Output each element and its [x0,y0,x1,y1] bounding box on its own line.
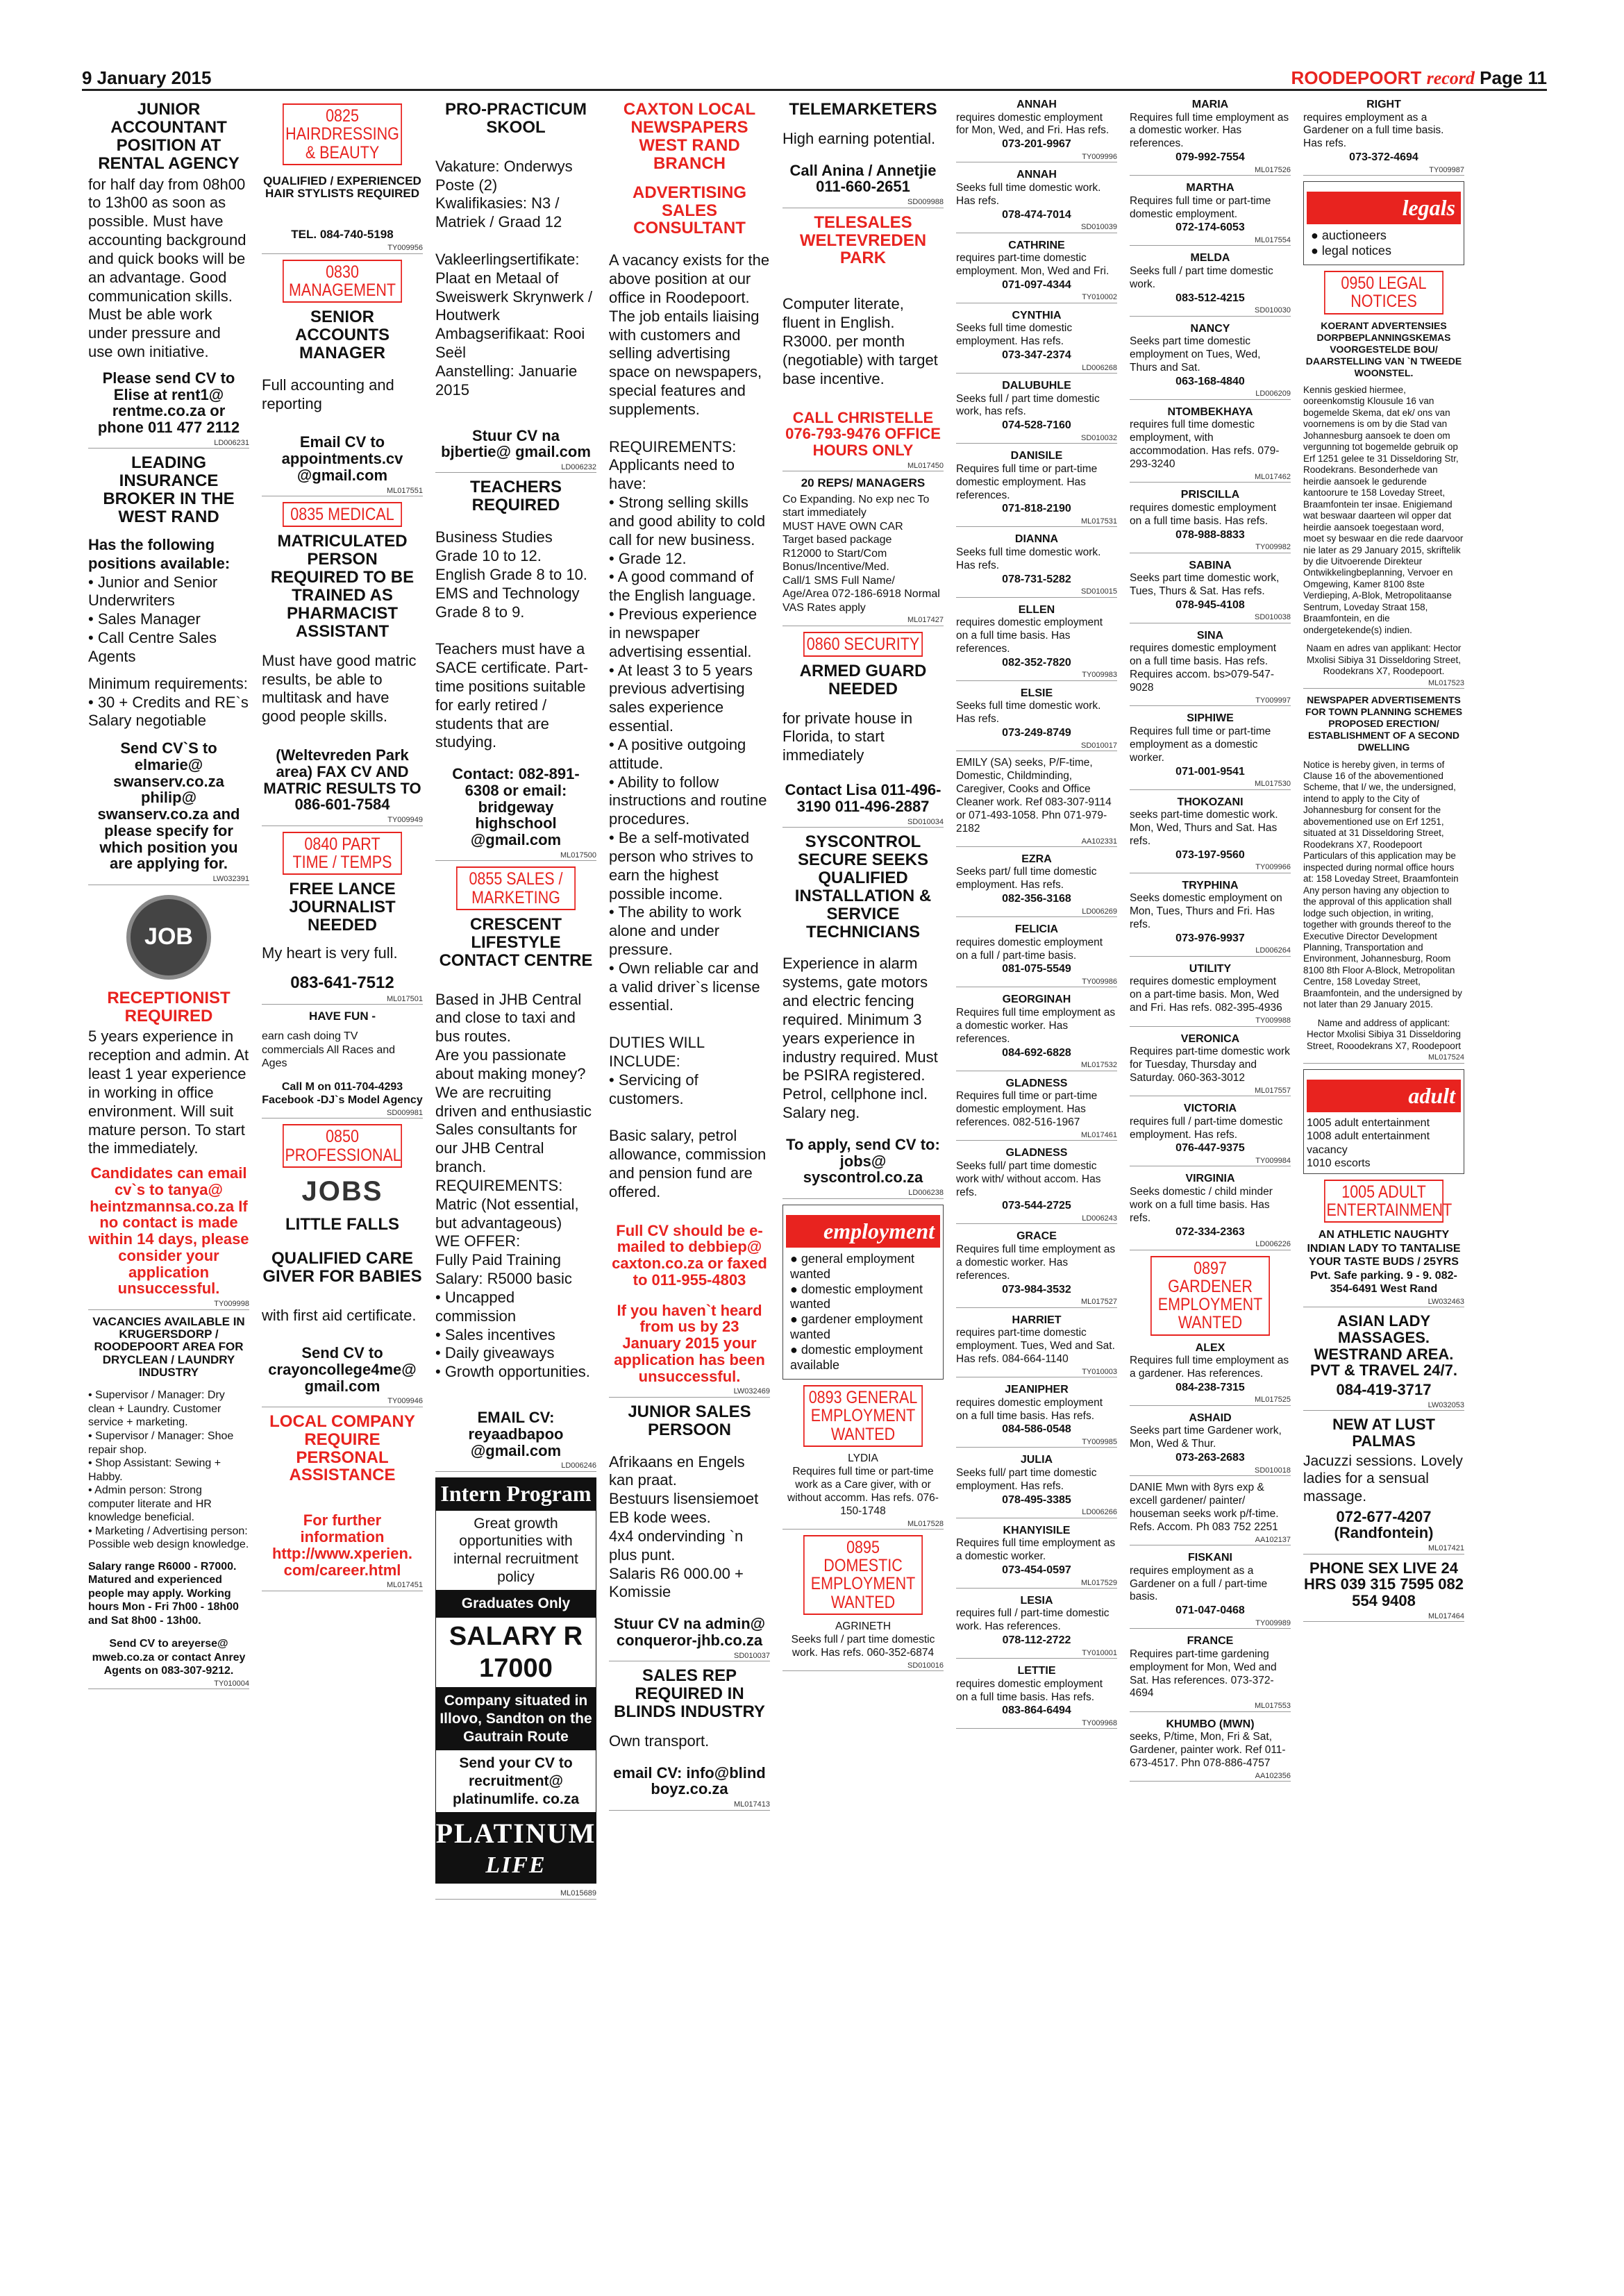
classified-entry [1130,1411,1291,1476]
classified-entry [956,239,1117,303]
entry-name: KHANYISILE [1003,1524,1071,1536]
page-header [82,64,1547,91]
classified-entry [956,757,1117,847]
entry-text: requires full / part-time domestic employment. Has refs. [1130,1115,1283,1141]
classified-entry [1130,1172,1291,1250]
entry-phone: 084-692-6828 [1002,1046,1071,1059]
ad-intern-program: Intern Program Great growth opportunities with internal recruitment policy Graduates Only SALARY R 17000 Company situated in Illovo, Sandton on the Gautrain Route Send your CV to recruitment@ platinumlife. co.za PLATINUM LIFE [435,1477,596,1884]
entry-code: TY009996 [956,153,1117,162]
classified-entry [1130,1341,1291,1406]
classified-entry [1130,879,1291,957]
entry-name: NANCY [1190,322,1230,335]
ad-telemarketers: TELEMARKETERS High earning potential. Call Anina / Annetjie 011-660-2651 SD009988 [782,101,944,208]
entry-name: KHUMBO (MWN) [1166,1718,1255,1730]
entry-code: LD006268 [956,364,1117,374]
entry-phone: 071-818-2190 [1002,503,1071,515]
entry-code: ML017527 [956,1298,1117,1307]
entry-text: Seeks part time Gardener work, Mon, Wed & Thur. [1130,1425,1282,1450]
entry-name: TRYPHINA [1182,879,1239,891]
ad-armed-guard: ARMED GUARD NEEDED for private house in Florida, to start immediately Contact Lisa 011-496-3190 011-496-2887 SD010034 [782,662,944,828]
legal-notice-1-body: Kennis geskied hiermee, ooreenkomstig Klousule 16 van bogemelde Skema, dat ek/ ons van voornemens is om by die Stad van Johannesburg aansoek te doen om vergunning tot bogemelde gebruik op Erf 1251 gelee te 31 Disseldoring Str, Roodekrans. Besonderhede van heirdie aansoek le gedurende kantoorure te 158 Loveday Street, Braamfontein ter insae. Enigiemand wat beswaar daarteen wil opper dat heirdie aansoek toegestaan word, moet sy beswaar en die rede daarvoor nie later as 29 January 2015, skriftelik by die Uitvoerende Direkteur Ontwikkelingbeplanning, Vervoer en Omgewing, Kamer 8100 8ste Verdieping, A-Blok, Metropolitaanse Sentrum, Loveday Straat 158, Braamfontein, en die ondergetekende(s) indien. [1303,384,1464,635]
entry-code: ML017532 [956,1061,1117,1071]
section-0950: 0950 LEGAL NOTICES [1324,271,1443,315]
entry-name: HARRIET [1012,1314,1062,1326]
entry-text: requires domestic employment on a full time basis. Has refs. [956,1677,1103,1703]
classified-entry [956,533,1117,597]
employment-index-item: ● domestic employment available [790,1343,940,1373]
entry-text: Requires full time or part-time domestic employment. Has references. 082-516-1967 [956,1090,1098,1128]
entry-text: requires part-time domestic employment. Tues, Wed and Sat. Has refs. 084-664-1140 [956,1327,1115,1365]
section-0840: 0840 PART TIME / TEMPS [283,832,402,875]
header-masthead: ROODEPOORT record Page 11 [1291,67,1547,88]
entry-name: UTILITY [1189,962,1232,975]
entry-phone: 071-001-9541 [1175,765,1245,778]
ad-junior-accountant: JUNIOR ACCOUNTANT POSITION AT RENTAL AGENCY for half day from 08h00 to 13h00 as soon as possible. Must have accounting background and quick books will be an advantage. Good communication skills. Must be able work under pressure and use own initiative. Please send CV to Elise at rent1@ rentme.co.za or phone 011 477 2112 LD006231 [88,101,249,449]
section-1005: 1005 ADULT ENTERTAINMENT [1324,1180,1443,1223]
entry-lydia: LYDIA Requires full time or part-time work as a Care giver, with or without accomm. Has refs. 076-150-1748 [787,1452,939,1517]
entry-text: Requires part-time domestic work for Tuesday, Thursday and Saturday. 060-363-3012 [1130,1046,1290,1084]
entry-text: requires full / part-time domestic work. Has references. [956,1607,1110,1633]
entry-text: Requires full time or part-time employment as a domestic worker. [1130,725,1271,764]
entry-name: ANNAH [1016,99,1057,110]
entry-name: JEANIPHER [1005,1384,1069,1396]
column-7-gardener-entries [1130,1341,1291,1782]
adult-index: adult 1005 adult entertainment 1008 adult entertainment vacancy 1010 escorts [1303,1069,1464,1174]
legal-notice-2-applicant: Name and address of applicant: Hector Mxolisi Sibiya 31 Disseldoring Street, Rooodekrans X7, Roodepoort [1306,1017,1462,1051]
entry-code: LD006269 [956,907,1117,917]
entry-text: Seeks full / part time domestic work, has refs. [956,392,1100,418]
entry-phone: 073-263-2683 [1175,1452,1245,1464]
entry-name: PRISCILLA [1180,489,1240,501]
newspaper-page [82,64,1547,2230]
entry-phone: 073-976-9937 [1175,932,1245,944]
entry-phone: 073-347-2374 [1002,349,1071,362]
entry-code: TY009986 [956,978,1117,987]
entry-phone: 071-097-4344 [1002,278,1071,291]
entry-phone: 078-731-5282 [1002,573,1071,585]
entry-name: GLADNESS [1005,1077,1068,1089]
ad-telesales: TELESALES WELTEVREDEN PARK Computer literate, fluent in English. R3000. per month (negotiable) with target base incentive. CALL CHRISTELLE 076-793-9476 OFFICE HOURS ONLY ML017450 [782,214,944,472]
entry-text: Requires full time employment as a domestic worker. Has references. [956,1006,1116,1045]
column-5: TELEMARKETERS High earning potential. Call Anina / Annetjie 011-660-2651 SD009988 TELESALES WELTEVREDEN PARK Computer literate, fluent in English. R3000. per month (negotiable) with target base incentive. CALL CHRISTELLE 076-793-9476 OFFICE HOURS ONLY ML017450 20 REPS/ MANAGERS Co Expanding. No exp nec To start immediately MUST HAVE OWN CAR Target based package R12000 to Start/Com Bonus/Incentive/Med. Call/1 SMS Full Name/ Age/Area 072-186-6918 Normal VAS Rates apply ML017427 0860 SECURITY ARMED GUARD NEEDED for private house in Florida, to start immediately Contact Lisa 011-496-3190 011-496-2887 SD010034 SYSCONTROL SECURE SEEKS QUALIFIED INSTALLATION & SERVICE TECHNICIANS Experience in alarm systems, gate motors and electric fencing required. Minimum 3 years experience in industry required. Must be PSIRA registered. Petrol, cellphone incl. Salary neg. To apply, send CV to: jobs@ syscontrol.co.za LD006238 employment ● general employment wanted ● domestic employment wanted ● gardener employment wanted ● domestic employment available 0893 GENERAL EMPLOYMENT WANTED LYDIA Requires full time or part-time work as a Care giver, with or without accomm. Has refs. 076-150-1748 ML017528 0895 DOMESTIC EMPLOYMENT WANTED AGRINETH Seeks full / part time domestic work. Has refs. 060-352-6874 SD010016 [776,98,950,2229]
entry-phone: 078-988-8833 [1175,528,1245,541]
entry-code: SD010039 [956,223,1117,233]
entry-code: SD010017 [956,741,1117,751]
entry-text: Seeks full time domestic employment. Has refs. [956,322,1073,348]
entry-code: SD010032 [956,434,1117,444]
entry-text: Requires full time employment as a domestic worker. [956,1537,1116,1563]
entry-code: LD006243 [956,1214,1117,1224]
classified-entry [1130,405,1291,483]
classified-entry [956,1077,1117,1141]
classified-entry [956,1594,1117,1659]
entry-code: TY010001 [956,1649,1117,1659]
entry-code: ML017529 [956,1579,1117,1589]
classified-entry [1130,322,1291,400]
entry-name: SABINA [1189,559,1232,571]
entry-name: DANISILE [1010,450,1063,462]
entry-text: requires domestic employment on a full time basis. Has refs. [956,1396,1103,1422]
classified-entry [956,603,1117,681]
classifieds-columns [82,98,1547,2229]
entry-text: Seeks full/ part time domestic employment. Has refs. [956,1466,1097,1492]
classified-entry [1130,488,1291,553]
classified-entry [956,168,1117,233]
entry-name: ASHAID [1189,1411,1232,1424]
entry-name: CATHRINE [1008,239,1065,251]
column-7 [1123,98,1297,2229]
ad-journalist: FREE LANCE JOURNALIST NEEDED My heart is very full. 083-641-7512 ML017501 [262,880,423,1005]
classified-entry [1130,98,1291,176]
classified-entry [956,687,1117,751]
section-0830: 0830 MANAGEMENT [283,260,402,303]
entry-phone: 072-334-2363 [1175,1225,1245,1238]
entry-name: NTOMBEKHAYA [1167,405,1253,418]
entry-text: requires domestic employment on a full / part-time basis. [956,936,1103,962]
ad-dryclean-vacancies: VACANCIES AVAILABLE IN KRUGERSDORP / ROODEPOORT AREA FOR DRYCLEAN / LAUNDRY INDUSTRY • Supervisor / Manager: Dry clean + Laundry. Customer service + marketing. • Supervisor / Manager: Shoe repair shop. • Shop Assistant: Sewing + Habby. • Admin person: Strong computer literate and HR knowledge beneficial. • Marketing / Advertising person: Possible web design knowledge. Salary range R6000 - R7000. Matured and experienced people may apply. Working hours Mon - Fri 7h00 - 18h00 and Sat 8h00 - 13h00. Send CV to areyerse@ mweb.co.za or contact Anrey Agents on 083-307-9212. TY010004 [88,1316,249,1690]
entry-text: Requires full time employment as a domestic worker. Has references. [1130,111,1289,150]
entry-code: TY009966 [1130,863,1291,873]
entry-name: GRACE [1016,1230,1057,1243]
ad-insurance-broker: LEADING INSURANCE BROKER IN THE WEST RAND Has the following positions available: • Junior and Senior Underwriters • Sales Manager • Call Centre Sales Agents Minimum requirements: • 30 + Credits and RE`s Salary negotiable Send CV`S to elmarie@ swanserv.co.za philip@ swanserv.co.za and please specify for which position you are applying for. LW032391 [88,454,249,885]
entry-phone: 083-512-4215 [1175,292,1245,304]
classified-entry [956,1314,1117,1378]
entry-right: RIGHT requires employment as a Gardener on a full time basis. Has refs. 073-372-4694 TY009987 [1303,98,1464,176]
classified-entry [956,923,1117,987]
entry-code: ML017461 [956,1131,1117,1141]
entry-code: ML017462 [1130,473,1291,483]
entry-name: MELDA [1190,252,1230,265]
section-0855: 0855 SALES / MARKETING [456,866,576,910]
entry-name: GEORGINAH [1002,994,1071,1006]
ad-sales-rep: SALES REP REQUIRED IN BLINDS INDUSTRY Own transport. email CV: info@blind boyz.co.za ML017413 [609,1667,770,1810]
section-0893: 0893 GENERAL EMPLOYMENT WANTED [803,1385,923,1447]
entry-text: Requires full time or part-time domestic employment. Has references. [956,462,1098,501]
entry-name: SINA [1196,629,1224,642]
jobs-image: JOBS [301,1175,383,1207]
entry-phone: 083-864-6494 [1002,1704,1071,1717]
entry-name: VICTORIA [1183,1103,1237,1115]
entry-phone: 084-586-0548 [1002,1423,1071,1436]
ad-receptionist: RECEPTIONIST REQUIRED 5 years experience in reception and admin. At least 1 year experience in working in office environment. Will suit mature person. To start the immediately. Candidates can email cv`s to tanya@ heintzmannsa.co.za If no contact is made within 14 days, please consider your application unsuccessful. TY009998 [88,989,249,1310]
ad-caxton: CAXTON LOCAL NEWSPAPERS WEST RAND BRANCH ADVERTISING SALES CONSULTANT A vacancy exists for the above position at our office in Roodepoort. The job entails liaising with customers and selling advertising space on newspapers, special features and supplements. REQUIREMENTS: Applicants need to have: • Strong selling skills and good ability to cold call for new business. • Grade 12. • A good command of the English language. • Previous experience in newspaper advertising essential. • At least 3 to 5 years previous advertising sales experience essential. • A positive outgoing attitude. • Ability to follow instructions and routine procedures. • Be a self-motivated person who strives to earn the highest possible income. • The ability to work alone and under pressure. • Own reliable car and a valid driver`s license essential. DUTIES WILL INCLUDE: • Servicing of customers. Basic salary, petrol allowance, commission and pension fund are offered. Full CV should be e-mailed to debbiep@ caxton.co.za or faxed to 011-955-4803 If you haven`t heard from us by 23 January 2015 your application has been unsuccessful. LW032469 [609,101,770,1398]
section-0850: 0850 PROFESSIONAL [283,1124,402,1168]
classified-entry [1130,559,1291,623]
entry-code: TY009997 [1130,696,1291,706]
entry-name: JULIA [1020,1454,1053,1466]
classified-entry [956,98,1117,162]
header-date: 9 January 2015 [82,67,212,88]
entry-code: ML017557 [1130,1087,1291,1096]
column-7-entries [1130,98,1291,1250]
entry-phone: 081-075-5549 [1002,963,1071,975]
ad-crescent-lifestyle: CRESCENT LIFESTYLE CONTACT CENTRE Based in JHB Central and close to taxi and bus routes. Are you passionate about making money? We are recruiting driven and enthusiastic Sales consultants for our JHB Central branch. REQUIREMENTS: Matric (Not essential, but advantageous) WE OFFER: Fully Paid Training Salary: R5000 basic • Uncapped commission • Sales incentives • Daily giveaways • Growth opportunities. EMAIL CV: reyaadbapoo @gmail.com LD006246 [435,916,596,1472]
ad-junior-sales: JUNIOR SALES PERSOON Afrikaans en Engels kan praat. Bestuurs lisensiemoet EB kode wees. 4x4 ondervinding `n plus punt. Salaris R6 000.00 + Komissie Stuur CV na admin@ conqueror-jhb.co.za SD010037 [609,1403,770,1661]
classified-entry [956,1453,1117,1518]
entry-text: Seeks domestic / child minder work on a full time basis. Has refs. [1130,1185,1273,1224]
column-3: PRO-PRACTICUM SKOOL Vakature: Onderwys Poste (2) Kwalifikasies: N3 / Matriek / Graad 12 Vakleerlingsertifikate: Plaat en Metaal of Sweiswerk Skrynwerk / Houtwerk Ambagserifikaat: Rooi Seël Aanstelling: Januarie 2015 Stuur CV na bjbertie@ gmail.com LD006232 TEACHERS REQUIRED Business Studies Grade 10 to 12. English Grade 8 to 10. EMS and Technology Grade 8 to 9. Teachers must have a SACE certificate. Part-time positions suitable for early retired / students that are studying. Contact: 082-891-6308 or email: bridgeway highschool @gmail.com ML017500 0855 SALES / MARKETING CRESCENT LIFESTYLE CONTACT CENTRE Based in JHB Central and close to taxi and bus routes. Are you passionate about making money? We are recruiting driven and enthusiastic Sales consultants for our JHB Central branch. REQUIREMENTS: Matric (Not essential, but advantageous) WE OFFER: Fully Paid Training Salary: R5000 basic • Uncapped commission • Sales incentives • Daily giveaways • Growth opportunities. EMAIL CV: reyaadbapoo @gmail.com LD006246 Intern Program Great growth opportunities with internal recruitment policy Graduates Only SALARY R 17000 Company situated in Illovo, Sandton on the Gautrain Route Send your CV to recruitment@ platinumlife. co.za PLATINUM LIFE ML015689 [429,98,603,2229]
entry-phone: 071-047-0468 [1175,1604,1245,1617]
classified-entry [956,1230,1117,1307]
entry-phone: 073-249-8749 [1002,727,1071,739]
entry-name: EZRA [1021,853,1052,865]
ad-phone-sex: PHONE SEX LIVE 24 HRS 039 315 7595 082 554 9408 [1304,1559,1464,1610]
entry-name: THOKOZANI [1177,796,1244,808]
entry-text: requires domestic employment on a full time basis. Has refs. Requires accom. bs>079-547-9028 [1130,642,1277,694]
entry-code: ML017531 [956,517,1117,527]
entry-code: LD006209 [1130,389,1291,399]
entry-text: Requires part-time gardening employment for Mon, Wed and Sat. Has references. 073-372-4694 [1130,1648,1277,1700]
entry-code: TY009983 [956,671,1117,680]
entry-code: SD010030 [1130,306,1291,316]
entry-code: TY010002 [956,293,1117,303]
classified-entry [1130,251,1291,316]
entry-text: Requires full time or part-time domestic employment. [1130,194,1271,220]
entry-text: Seeks full/ part time domestic work with/ without accom. Has refs. [956,1159,1101,1198]
entry-text: requires employment as a Gardener on a full / part-time basis. [1130,1564,1268,1603]
entry-code: LD006226 [1130,1240,1291,1250]
entry-phone: 078-945-4108 [1175,598,1245,611]
entry-name: FRANCE [1187,1635,1234,1648]
entry-text: EMILY (SA) seeks, P/F-time, Domestic, Childminding, Caregiver, Cooks and Office Cleaner work. Ref 083-307-9114 or 071-493-1058. Phn 071-979-2182 [956,757,1112,835]
entry-text: requires full time domestic employment, with accommodation. Has refs. 079-293-3240 [1130,419,1280,471]
legal-notice-1-title: KOERANT ADVERTENSIES DORPBEPLANNINGSKEMAS VOORGESTELDE BOU/ DAARSTELLING VAN `N TWEEDE WOONSTEL. [1305,319,1462,378]
entry-text: requires domestic employment on a part-time basis. Mon, Wed and Fri. Has refs. 082-395-4936 [1130,975,1282,1014]
entry-code: ML017526 [1130,166,1291,176]
classified-entry [956,449,1117,527]
ad-reps-managers: 20 REPS/ MANAGERS Co Expanding. No exp nec To start immediately MUST HAVE OWN CAR Target based package R12000 to Start/Com Bonus/Incentive/Med. Call/1 SMS Full Name/ Age/Area 072-186-6918 Normal VAS Rates apply ML017427 [782,477,944,626]
entry-text: Seeks domestic employment on Mon, Tues, Thurs and Fri. Has refs. [1130,892,1282,931]
classified-entry [956,1524,1117,1589]
platinum-life-logo: PLATINUM LIFE [435,1818,596,1878]
entry-phone: 073-454-0597 [1002,1564,1071,1576]
entry-code: ML017530 [1130,780,1291,789]
entry-name: ELSIE [1020,687,1053,699]
entry-name: ANNAH [1016,169,1057,181]
entry-name: DALUBUHLE [1002,380,1071,392]
classified-entry [1130,1032,1291,1097]
legals-index: legals ● auctioneers ● legal notices [1303,181,1464,265]
entry-text: Requires full time employment as a gardener. Has references. [1130,1355,1289,1380]
entry-code: TY009982 [1130,543,1291,553]
entry-text: Seeks full / part time domestic work. [1130,265,1273,290]
entry-text: Seeks full time domestic work. Has refs. [956,700,1101,726]
employment-index-list [786,1252,940,1374]
entry-text: DANIE Mwn with 8yrs exp & excell gardener/ painter/ houseman seeks work p/f-time. Refs. Accom. Ph 083 752 2251 [1130,1482,1279,1533]
entry-agrineth: AGRINETH Seeks full / part time domestic work. Has refs. 060-352-6874 [791,1620,935,1659]
column-1 [82,98,256,2229]
employment-index-item: ● domestic employment wanted [790,1282,940,1313]
classified-entry [956,1664,1117,1729]
entry-code: SD010018 [1130,1466,1291,1476]
classified-entry [1130,629,1291,707]
entry-name: FISKANI [1188,1552,1232,1564]
entry-phone: 078-495-3385 [1002,1493,1071,1506]
classified-entry [956,1383,1117,1448]
entry-code: TY009988 [1130,1016,1291,1026]
entry-text: seeks part-time domestic work. Mon, Wed, Thurs and Sat. Has refs. [1130,809,1278,847]
entry-name: ALEX [1195,1341,1225,1354]
ad-have-fun: HAVE FUN - earn cash doing TV commercials All Races and Ages Call M on 011-704-4293 Facebook -DJ`s Model Agency SD009981 [262,1010,423,1118]
entry-name: LESIA [1020,1594,1053,1607]
entry-name: SIPHIWE [1187,712,1234,725]
entry-phone: 076-447-9375 [1175,1142,1245,1155]
section-0895: 0895 DOMESTIC EMPLOYMENT WANTED [803,1535,923,1615]
entry-phone: 084-238-7315 [1175,1381,1245,1393]
section-0835: 0835 MEDICAL [283,502,402,527]
legal-notice-1-applicant: Naam en adres van applikant: Hector Mxolisi Sibiya 31 Disseldoring Street, Roodekrans X7, Roodepoort. [1306,643,1462,677]
employment-index-item: ● gardener employment wanted [790,1312,940,1343]
entry-code: AA102356 [1130,1772,1291,1782]
entry-phone: 078-112-2722 [1002,1634,1071,1647]
entry-code: ML017553 [1130,1702,1291,1711]
entry-code: TY009984 [1130,1157,1291,1166]
column-8: RIGHT requires employment as a Gardener on a full time basis. Has refs. 073-372-4694 TY009987 legals ● auctioneers ● legal notices 0950 LEGAL NOTICES KOERANT ADVERTENSIES DORPBEPLANNINGSKEMAS VOORGESTELDE BOU/ DAARSTELLING VAN `N TWEEDE WOONSTEL. Kennis geskied hiermee, ooreenkomstig Klousule 16 van bogemelde Skema, dat ek/ ons van voornemens is om by die Stad van Johannesburg aansoek te doen om vergunning tot bogemelde gebruik op Erf 1251 gelee te 31 Disseldoring Str, Roodekrans. Besonderhede van heirdie aansoek le gedurende kantoorure te 158 Loveday Street, Braamfontein ter insae. Enigiemand wat beswaar daarteen wil opper dat heirdie aansoek toegestaan word, moet sy beswaar en die rede daarvoor nie later as 29 January 2015, skriftelik by die Uitvoerende Direkteur Ontwikkelingbeplanning, Vervoer en Omgewing, Kamer 8100 8ste Verdieping, A-Blok, Metropolitaanse Sentrum, Loveday Straat 158, Braamfontein, en die ondergetekende(s) indien. Naam en adres van applikant: Hector Mxolisi Sibiya 31 Disseldoring Street, Roodekrans X7, Roodepoort. ML017523 NEWSPAPER ADVERTISEMENTS FOR TOWN PLANNING SCHEMES PROPOSED ERECTION/ ESTABLISHMENT OF A SECOND DWELLING Notice is hereby given, in terms of Clause 16 of the abovementioned Scheme, that I/ we, the undersigned, intend to apply to the City of Johannesburg for consent for the abovementioned use on Erf 1251, situated at 31 Disseldoring Street, Roodekrans X7, Roodepoort Particulars of this application may be inspected during normal office hours at: 158 Loveday Street, Braamfontein Any person having any objection to the approval of this application shall lodge such objection, in writing, together with grounds thereof to the Executive Director Development Planning, Transportation and Environment, Johannesburg, Room 8100 8th Floor A-Block, Metropolitan Centre, 158 Loveday Street, Braamfontein, and the undersigned by not later than 29 January 2015. Name and address of applicant: Hector Mxolisi Sibiya 31 Disseldoring Street, Rooodekrans X7, Roodepoort ML017524 adult 1005 adult entertainment 1008 adult entertainment vacancy 1010 escorts 1005 ADULT ENTERTAINMENT AN ATHLETIC NAUGHTY INDIAN LADY TO TANTALISE YOUR TASTE BUDS / 25YRS Pvt. Safe parking. 9 - 9. 082-354-6491 West Rand LW032463 ASIAN LADY MASSAGES. WESTRAND AREA. PVT & TRAVEL 24/7. 084-419-3717 LW032053 NEW AT LUST PALMAS Jacuzzi sessions. Lovely ladies for a sensual massage. 072-677-4207 (Randfontein) ML017421 PHONE SEX LIVE 24 HRS 039 315 7595 082 554 9408 ML017464 [1297,98,1471,2229]
entry-code: TY009968 [956,1719,1117,1729]
entry-code: SD010015 [956,587,1117,597]
entry-phone: 079-992-7554 [1175,151,1245,164]
entry-code: TY010003 [956,1368,1117,1377]
classified-entry [956,379,1117,444]
entry-name: CYNTHIA [1012,309,1062,321]
ad-pro-practicum: PRO-PRACTICUM SKOOL Vakature: Onderwys Poste (2) Kwalifikasies: N3 / Matriek / Graad 12 Vakleerlingsertifikate: Plaat en Metaal of Sweiswerk Skrynwerk / Houtwerk Ambagserifikaat: Rooi Seël Aanstelling: Januarie 2015 Stuur CV na bjbertie@ gmail.com LD006232 [435,101,596,473]
entry-code: TY009985 [956,1438,1117,1448]
entry-text: seeks, P/time, Mon, Fri & Sat, Gardener, painter work. Ref 011-673-4517. Phn 078-886-4757 [1130,1731,1286,1770]
entry-phone: 063-168-4840 [1175,375,1245,387]
classified-entry [1130,712,1291,789]
classified-entry [956,1146,1117,1224]
entry-name: FELICIA [1014,923,1059,936]
ad-care-giver: QUALIFIED CARE GIVER FOR BABIES with first aid certificate. Send CV to crayoncollege4me@ gmail.com TY009946 [262,1250,423,1407]
entry-code: ML017554 [1130,236,1291,246]
entry-name: ELLEN [1018,603,1055,616]
entry-phone: 074-528-7160 [1002,419,1071,432]
employment-index-item: ● general employment wanted [790,1252,940,1282]
section-0825: 0825 HAIRDRESSING & BEAUTY [283,103,402,165]
classified-entry [1130,181,1291,246]
ad-accounts-manager: SENIOR ACCOUNTS MANAGER Full accounting and reporting Email CV to appointments.cv @gmail.com ML017551 [262,308,423,496]
entry-code: LD006264 [1130,946,1291,956]
entry-text: Requires full time employment as a domestic worker. Has references. [956,1243,1116,1282]
entry-name: LETTIE [1017,1665,1056,1677]
entry-code: ML017525 [1130,1396,1291,1405]
legals-index-list [1307,228,1461,259]
column-2 [256,98,429,2229]
entry-text: requires domestic employment on a full time basis. Has references. [956,617,1103,655]
classified-entry [1130,962,1291,1027]
ad-syscontrol: SYSCONTROL SECURE SEEKS QUALIFIED INSTALLATION & SERVICE TECHNICIANS Experience in alarm systems, gate motors and electric fencing required. Minimum 3 years experience in industry required. Must be PSIRA registered. Petrol, cellphone incl. Salary neg. To apply, send CV to: jobs@ syscontrol.co.za LD006238 [782,833,944,1199]
ad-hair-stylists: QUALIFIED / EXPERIENCED HAIR STYLISTS REQUIRED TEL. 084-740-5198 TY009956 [262,175,423,254]
entry-name: DIANNA [1014,533,1059,546]
entry-text: Seeks part/ full time domestic employment. Has refs. [956,866,1097,891]
entry-text: Seeks part time domestic employment on Tues, Wed, Thurs and Sat. [1130,335,1261,374]
entry-code: AA102331 [956,837,1117,847]
entry-phone: 073-201-9967 [1002,138,1071,151]
ad-asian-lady: ASIAN LADY MASSAGES. WESTRAND AREA. PVT & TRAVEL 24/7. [1310,1312,1457,1380]
classified-entry [1130,1718,1291,1782]
section-0860: 0860 SECURITY [803,632,923,657]
little-falls-heading: LITTLE FALLS [285,1214,399,1234]
ad-lust-palmas: NEW AT LUST PALMAS [1332,1416,1435,1450]
ad-teachers: TEACHERS REQUIRED Business Studies Grade 10 to 12. English Grade 8 to 10. EMS and Technology Grade 8 to 9. Teachers must have a SACE certificate. Part-time positions suitable for early retired / students that are studying. Contact: 082-891-6308 or email: bridgeway highschool @gmail.com ML017500 [435,478,596,861]
classified-entry [1130,1102,1291,1166]
entry-phone: 082-352-7820 [1002,656,1071,669]
ad-pharmacist-assistant: MATRICULATED PERSON REQUIRED TO BE TRAINED AS PHARMACIST ASSISTANT Must have good matric results, be able to multitask and have good people skills. (Weltevreden Park area) FAX CV AND MATRIC RESULTS TO 086-601-7584 TY009949 [262,533,423,826]
ad-personal-assistance: LOCAL COMPANY REQUIRE PERSONAL ASSISTANCE For further information http://www.xperien. com/career.html ML017451 [262,1413,423,1591]
entry-phone: 073-197-9560 [1175,848,1245,861]
classified-entry [956,993,1117,1071]
entry-text: requires part-time domestic employment. Mon, Wed and Fri. [956,252,1110,277]
entry-name: MARTHA [1186,182,1234,194]
entry-text: Seeks full time domestic work. Has refs. [956,181,1101,207]
legal-notice-2-title: NEWSPAPER ADVERTISEMENTS FOR TOWN PLANNING SCHEMES PROPOSED ERECTION/ ESTABLISHMENT OF A SECOND DWELLING [1305,694,1463,753]
entry-code: AA102137 [1130,1536,1291,1545]
employment-index: employment ● general employment wanted ● domestic employment wanted ● gardener employment wanted ● domestic employment available [782,1205,944,1380]
entry-phone: 073-544-2725 [1002,1200,1071,1212]
classified-entry [1130,1482,1291,1545]
entry-text: Seeks full time domestic work. Has refs. [956,546,1101,571]
column-6 [950,98,1123,2229]
legals-index-item: ● auctioneers [1311,228,1461,244]
classified-entry [1130,1551,1291,1629]
entry-phone: 082-356-3168 [1002,893,1071,905]
entry-name: MARIA [1191,99,1229,110]
column-4 [603,98,776,2229]
legals-index-item: ● legal notices [1311,244,1461,259]
entry-text: requires domestic employment for Mon, Wed, and Fri. Has refs. [956,111,1110,137]
entry-name: GLADNESS [1005,1147,1068,1159]
entry-code: LD006266 [956,1508,1117,1518]
entry-name: VERONICA [1180,1032,1240,1045]
entry-phone: 078-474-7014 [1002,208,1071,221]
entry-text: requires domestic employment on a full time basis. Has refs. [1130,501,1277,527]
entry-text: Seeks part time domestic work, Tues, Thurs & Sat. Has refs. [1130,572,1280,598]
entry-code: SD010038 [1130,613,1291,623]
classified-entry [956,853,1117,917]
entry-phone: 073-984-3532 [1002,1283,1071,1296]
ad-indian-lady: AN ATHLETIC NAUGHTY INDIAN LADY TO TANTALISE YOUR TASTE BUDS / 25YRS Pvt. Safe parking. 9 - 9. 082-354-6491 West Rand [1307,1229,1461,1296]
entry-code: TY009989 [1130,1619,1291,1629]
classified-entry [956,309,1117,374]
classified-entry [1130,1634,1291,1712]
entry-name: VIRGINIA [1185,1173,1235,1185]
entry-phone: 072-174-6053 [1175,221,1245,234]
section-0897: 0897 GARDENER EMPLOYMENT WANTED [1150,1256,1270,1336]
legal-notice-2-body: Notice is hereby given, in terms of Clause 16 of the abovementioned Scheme, that I/ we, the undersigned, intend to apply to the City of Johannesburg for consent for the abovementioned use on Erf 1251, situated at 31 Disseldoring Street, Roodekrans X7, Roodepoort Particulars of this application may be inspected during normal office hours at: 158 Loveday Street, Braamfontein Any person having any objection to the approval of this application shall lodge such objection, in writing, together with grounds thereof to the Executive Director Development Planning, Transportation and Environment, Johannesburg, Room 8100 8th Floor A-Block, Metropolitan Centre, 158 Loveday Street, Braamfontein, and the undersigned by not later than 29 January 2015. [1303,759,1462,1010]
job-icon: JOB [126,895,211,980]
classified-entry [1130,796,1291,873]
